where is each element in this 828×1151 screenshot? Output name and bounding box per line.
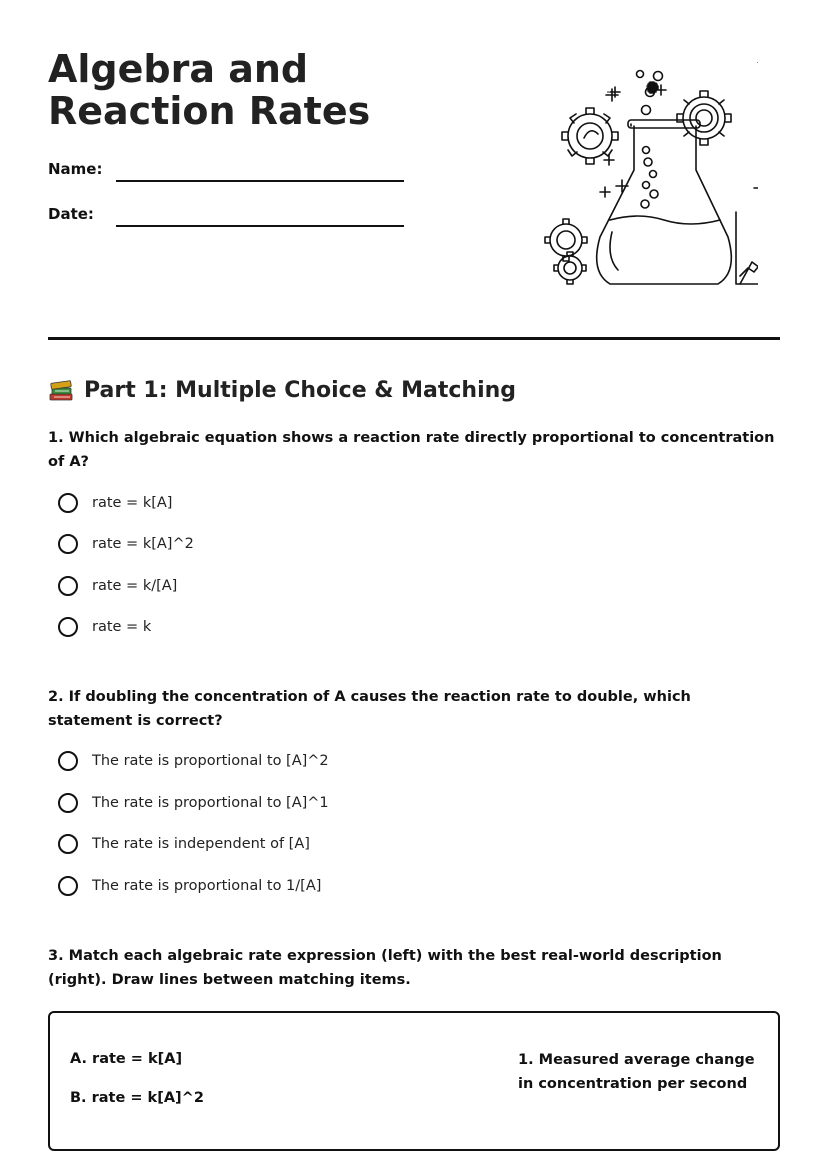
question-3: 3. Match each algebraic rate expression (left) with the best real-world description (right). Draw lines between matching items. xyxy=(48,948,722,988)
chemistry-flask-illustration xyxy=(538,62,758,297)
q2-option-2[interactable] xyxy=(58,790,329,816)
question-2: 2. If doubling the concentration of A causes the reaction rate to double, which statement is correct? xyxy=(48,689,691,729)
q1-option-1[interactable] xyxy=(58,490,172,516)
radio-button[interactable] xyxy=(58,793,78,813)
radio-button[interactable] xyxy=(58,617,78,637)
match-left-item-a[interactable]: A. rate = k[A] xyxy=(70,1051,183,1067)
q1-option-2[interactable] xyxy=(58,531,194,557)
worksheet-page xyxy=(48,0,780,1118)
match-right-item-1[interactable]: 1. Measured average change in concentration per second xyxy=(518,1052,755,1092)
radio-button[interactable] xyxy=(58,576,78,596)
q1-option-4[interactable] xyxy=(58,614,151,640)
q2-option-1[interactable] xyxy=(58,748,329,774)
option-label: rate = k/[A] xyxy=(92,578,178,594)
option-label: The rate is proportional to [A]^1 xyxy=(92,795,329,811)
match-left-item-b[interactable]: B. rate = k[A]^2 xyxy=(70,1090,204,1106)
matching-box xyxy=(48,1011,780,1151)
date-label: Date: xyxy=(48,205,94,223)
books-icon xyxy=(48,377,74,403)
part1-heading xyxy=(48,374,516,406)
option-label: The rate is proportional to 1/[A] xyxy=(92,878,322,894)
radio-button[interactable] xyxy=(58,493,78,513)
radio-button[interactable] xyxy=(58,876,78,896)
option-label: The rate is independent of [A] xyxy=(92,836,310,852)
date-field[interactable] xyxy=(116,225,404,227)
option-label: rate = k[A]^2 xyxy=(92,536,194,552)
radio-button[interactable] xyxy=(58,834,78,854)
part1-heading-text: Part 1: Multiple Choice & Matching xyxy=(84,377,517,403)
radio-button[interactable] xyxy=(58,534,78,554)
option-label: rate = k xyxy=(92,619,152,635)
name-field[interactable] xyxy=(116,180,404,182)
section-divider xyxy=(48,337,780,340)
question-1: 1. Which algebraic equation shows a reaction rate directly proportional to concentration of A? xyxy=(48,430,775,470)
option-label: rate = k[A] xyxy=(92,495,173,511)
worksheet-title: Algebra and Reaction Rates xyxy=(48,47,371,133)
radio-button[interactable] xyxy=(58,751,78,771)
option-label: The rate is proportional to [A]^2 xyxy=(92,753,329,769)
name-label: Name: xyxy=(48,160,103,178)
q1-option-3[interactable] xyxy=(58,573,177,599)
q2-option-4[interactable] xyxy=(58,873,321,899)
q2-option-3[interactable] xyxy=(58,831,310,857)
